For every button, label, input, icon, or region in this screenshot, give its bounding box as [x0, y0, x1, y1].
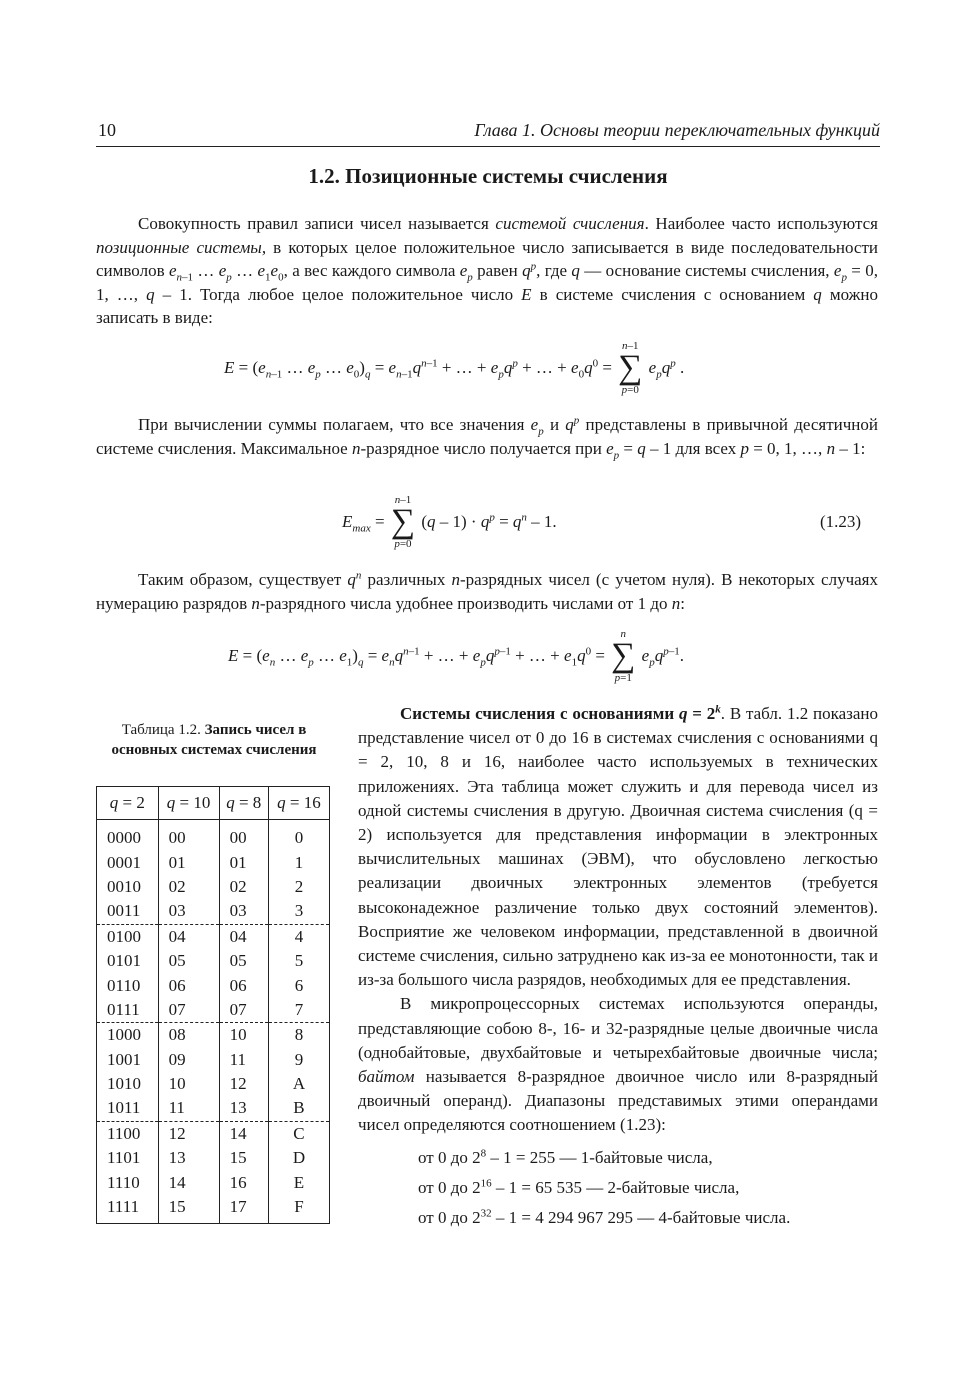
table-cell: 0111 — [107, 999, 140, 1019]
heading-tail: . — [720, 704, 730, 723]
table-row — [97, 1096, 330, 1121]
p1-text: = 0, 1, …, — [96, 261, 879, 304]
range-text: от 0 до 2 — [418, 1208, 481, 1227]
p3-text: -разрядных чисел (с учетом нуля). В некоторых случаях нумерацию разрядов — [96, 570, 878, 613]
chapter-title: Глава 1. Основы теории переключательных функций — [474, 120, 880, 140]
paragraph-2: При вычислении суммы полагаем, что все значения $e_p$ и $q^p$ представлены в привычной десятичной системе счисления. Максимальное n-разрядное число получается при $e_p = q - 1$ для всех p = 0, 1, …, n – 1: — [96, 414, 878, 461]
table-row — [97, 973, 330, 997]
table-cell: 11 — [158, 1096, 219, 1121]
table-row — [97, 1146, 330, 1170]
range-text: – 1 = 65 535 — 2-байтовые числа, — [491, 1178, 740, 1197]
table-cell: 1 — [268, 850, 329, 874]
p2-text: и — [543, 415, 566, 434]
p3-text: различных — [361, 570, 452, 589]
range-2byte — [418, 1178, 739, 1198]
p1-text: , в которых целое положительное число записывается в виде последовательности символов — [96, 237, 878, 280]
p1-text: можно записать в виде: — [96, 284, 878, 327]
subsection-heading: Системы счисления с основаниями — [400, 704, 679, 723]
p1-text: . Наиболее часто используются — [644, 214, 878, 233]
table-cell: D — [268, 1146, 329, 1170]
table-cell: 13 — [158, 1146, 219, 1170]
right-paragraph-1: В табл. 1.2 показано представление чисел от 0 до 16 в системах счисления с основаниями q = 2, 10, 8 и 16, наиболее часто используемых в технических приложениях. Эта таблица может служить и для перевода чисел из одной системы счисления в другую. Двоичная система счисления (q = 2) используется для представления информации в электронных вычислительных машинах (ЭВМ), что обусловлено легкостью реализации двоичных электронных элементов (требуется высоконадежное различение только двух состояний элементов). Восприятие же человеком информации, представленной в двоичной системе счисления, сильно затруднено как из-за ее монотонности, так и из-за большого числа разрядов, необходимых для ее представления. — [358, 704, 879, 990]
table-row — [97, 1072, 330, 1096]
table-cell: B — [268, 1096, 329, 1121]
table-cell: 07 — [158, 998, 219, 1023]
table-cell: 1110 — [107, 1172, 140, 1192]
page-number: 10 — [98, 120, 116, 140]
range-text: от 0 до 2 — [418, 1148, 481, 1167]
table-cell: 0001 — [107, 852, 141, 872]
table-cell: 15 — [158, 1195, 219, 1224]
table-cell: 04 — [158, 924, 219, 949]
table-cell: 14 — [219, 1121, 268, 1146]
term-byte: байтом — [358, 1067, 415, 1087]
table-cell: 0011 — [107, 901, 141, 921]
table-header-row — [97, 787, 330, 820]
number-systems-table — [96, 786, 330, 1224]
table-cell: F — [268, 1195, 329, 1224]
table-cell: 6 — [268, 973, 329, 997]
range-text: – 1 = 255 — 1-байтовые числа, — [486, 1148, 713, 1167]
equation-one-based-expansion: $E = (e_n$ … $e_p$ … $e_1)_q = e_nq^{n-1}$ + … + $e_pq^{p-1}$ + … + $e_1q^0$ = n ∑ p=1 $e_pq^{p-1}$. — [228, 628, 684, 684]
table-cell: 4 — [268, 924, 329, 949]
table-body — [97, 820, 330, 1224]
term-positional-systems: позиционные системы — [96, 237, 262, 257]
paragraph-3: Таким образом, существует $q^n$ различных n-разрядных чисел (с учетом нуля). В некоторых случаях нумерацию разрядов n-разрядного числа удобнее производить числами от 1 до n: — [96, 569, 878, 613]
table-cell: 04 — [219, 924, 268, 949]
range-4byte — [418, 1208, 790, 1228]
table-cell: 03 — [158, 899, 219, 924]
table-cell: 10 — [158, 1072, 219, 1096]
table-cell: 13 — [219, 1096, 268, 1121]
range-text: – 1 = 4 294 967 295 — 4-байтовые числа. — [491, 1208, 791, 1227]
table-cell: E — [268, 1170, 329, 1194]
table-cell: 02 — [158, 875, 219, 899]
header-base-8: q = 8 — [219, 787, 268, 820]
table-cell: 06 — [219, 973, 268, 997]
table-cell: 1011 — [107, 1098, 141, 1118]
table-cell: C — [268, 1121, 329, 1146]
table-cell: 11 — [219, 1048, 268, 1072]
table-row — [97, 1048, 330, 1072]
p1-text: в системе счисления с основанием — [531, 284, 814, 304]
equation-number: (1.23) — [820, 512, 862, 531]
table-row — [97, 1195, 330, 1224]
table-cell: 7 — [268, 998, 329, 1023]
table-cell: 0100 — [97, 924, 159, 949]
p2-text: представлены в привычной десятичной системе счисления. Максимальное — [96, 415, 878, 458]
table-cell: A — [268, 1072, 329, 1096]
table-cell: 0110 — [107, 975, 141, 995]
table-cell: 05 — [219, 949, 268, 973]
paragraph-1: Совокупность правил записи чисел называется системой счисления. Наиболее часто используются позиционные системы, в которых целое положительное число записывается в виде последовательности символов $e_{n-1}$ … $e_p$ … $e_1e_0$, а вес каждого символа $e_p$ равен $q^p$, где q — основание системы счисления, $e_p = 0$, 1, …, q – 1. Тогда любое целое положительное число E в системе счисления с основанием q можно записать в виде: — [96, 214, 879, 327]
table-cell: 14 — [158, 1170, 219, 1194]
table-cell: 1111 — [107, 1197, 140, 1217]
table-row — [97, 949, 330, 973]
table-cell: 02 — [219, 875, 268, 899]
section-title: 1.2. Позиционные системы счисления — [308, 164, 668, 188]
table-row — [97, 820, 330, 851]
table-cell: 1000 — [97, 1023, 159, 1048]
table-cell: 17 — [219, 1195, 268, 1224]
table-cell: 07 — [219, 998, 268, 1023]
table-cell: 15 — [219, 1146, 268, 1170]
equation-positional-expansion: $E = (e_{n-1}$ … $e_p$ … $e_0)_q = e_{n-1}q^{n-1}$ + … + $e_pq^p$ + … + $e_0q^0$ = n–1 ∑ p=0 $e_pq^p$ . — [224, 340, 685, 396]
table-cell: 09 — [158, 1048, 219, 1072]
table-row — [97, 998, 330, 1023]
table-cell: 08 — [158, 1023, 219, 1048]
table-cell: 3 — [268, 899, 329, 924]
p3-text: Таким образом, существует — [138, 570, 348, 589]
header-base-2: q = 2 — [97, 787, 159, 820]
range-exponent: 16 — [480, 1177, 492, 1190]
p3-text: : — [680, 593, 685, 613]
p2-text: При вычислении суммы полагаем, что все значения — [138, 415, 531, 434]
table-cell: 16 — [219, 1170, 268, 1194]
table-row — [97, 850, 330, 874]
table-cell: 1010 — [107, 1074, 141, 1094]
table-row — [97, 875, 330, 899]
header-base-10: q = 10 — [158, 787, 219, 820]
table-cell: 1101 — [107, 1148, 141, 1168]
table-cell: 1100 — [97, 1121, 159, 1146]
table-cell: 01 — [219, 850, 268, 874]
p1-text: Совокупность правил записи чисел называется — [138, 214, 496, 233]
table-cell: 0000 — [107, 828, 141, 848]
table-cell: 10 — [219, 1023, 268, 1048]
p1-text: , а вес каждого символа — [283, 261, 460, 280]
table-row — [97, 899, 330, 924]
table-cell: 8 — [268, 1023, 329, 1048]
table-cell: 06 — [158, 973, 219, 997]
range-1byte — [418, 1148, 713, 1168]
p1-text: – 1. Тогда любое целое положительное число — [154, 284, 522, 304]
table-cell: 03 — [219, 899, 268, 924]
table-cell: 0010 — [107, 876, 141, 896]
p2-text: – 1: — [835, 438, 866, 458]
p2-text: – 1 для всех — [645, 438, 741, 458]
table-row — [97, 924, 330, 949]
equation-emax: $E_{max}$ = n–1 ∑ p=0 $(q - 1) \cdot q^p = q^n - 1$. — [342, 494, 557, 550]
range-exponent: 32 — [480, 1207, 492, 1220]
range-text: от 0 до 2 — [418, 1178, 481, 1197]
p1-text: — основание системы счисления, — [579, 261, 834, 280]
table-row — [97, 1170, 330, 1194]
p1-text: , где — [536, 261, 572, 280]
term-number-system: системой счисления — [495, 214, 645, 233]
table-cell: 05 — [158, 949, 219, 973]
table-row — [97, 1023, 330, 1048]
table-cell: 5 — [268, 949, 329, 973]
table-cell: 2 — [268, 875, 329, 899]
p2-text: = — [619, 438, 638, 458]
p3-text: -разрядного числа удобнее производить числами от 1 до — [259, 593, 672, 613]
caption-title: Запись чисел в основных системах счисления — [111, 722, 317, 758]
p2-text: = 0, 1, …, — [748, 438, 827, 458]
table-cell: 9 — [268, 1048, 329, 1072]
table-cell: 12 — [219, 1072, 268, 1096]
table-cell: 00 — [219, 820, 268, 851]
table-cell: 1001 — [107, 1049, 141, 1069]
table-row — [97, 1121, 330, 1146]
right-paragraph-2-tail: называется 8-разрядное двоичное число или 8-разрядный двоичный операнд). Диапазоны представимых этими операндами чисел определяются соотношением (1.23): — [358, 1067, 878, 1135]
table-cell: 01 — [158, 850, 219, 874]
p2-text: -разрядное число получается при — [360, 438, 607, 458]
table-cell: 00 — [158, 820, 219, 851]
range-exponent: 8 — [480, 1147, 487, 1160]
header-base-16: q = 16 — [268, 787, 329, 820]
table-caption — [100, 720, 328, 760]
header-rule — [96, 146, 880, 147]
table-cell: 0101 — [107, 951, 141, 971]
table-cell: 0 — [268, 820, 329, 851]
right-paragraph-2: В микропроцессорных системах используются операнды, представляющие собою 8-, 16- и 32-разрядные целые двоичные числа (однобайтовые, двухбайтовые и четырехбайтовые двоичные числа; — [358, 994, 878, 1062]
caption-label: Таблица 1.2. — [121, 722, 205, 738]
right-column-text: Системы счисления с основаниями $q = 2^k$. В табл. 1.2 показано представление чисел от 0 до 16 в системах счисления с основаниями q = 2, 10, 8 и 16, наиболее часто используемых в технических приложениях. Эта таблица может служить и для перевода чисел из одной системы счисления в другую. Двоичная система счисления (q = 2) используется для представления информации в электронных вычислительных машинах (ЭВМ), что обусловлено легкостью реализации двоичных электронных элементов (требуется высоконадежное различение только двух состояний элементов). Восприятие же человеком информации, представленной в двоичной системе счисления, сильно затруднено как из-за ее монотонности, так и из-за большого числа разрядов, необходимых для ее представления. В микропроцессорных системах используются операнды, представляющие собою 8-, 16- и 32-разрядные целые двоичные числа (однобайтовые, двухбайтовые и четырехбайтовые двоичные числа; байтом называется 8-разрядное двоичное число или 8-разрядный двоичный операнд). Диапазоны представимых этими операндами чисел определяются соотношением (1.23): — [358, 703, 879, 1135]
table-cell: 12 — [158, 1121, 219, 1146]
p1-text: равен — [472, 261, 523, 280]
